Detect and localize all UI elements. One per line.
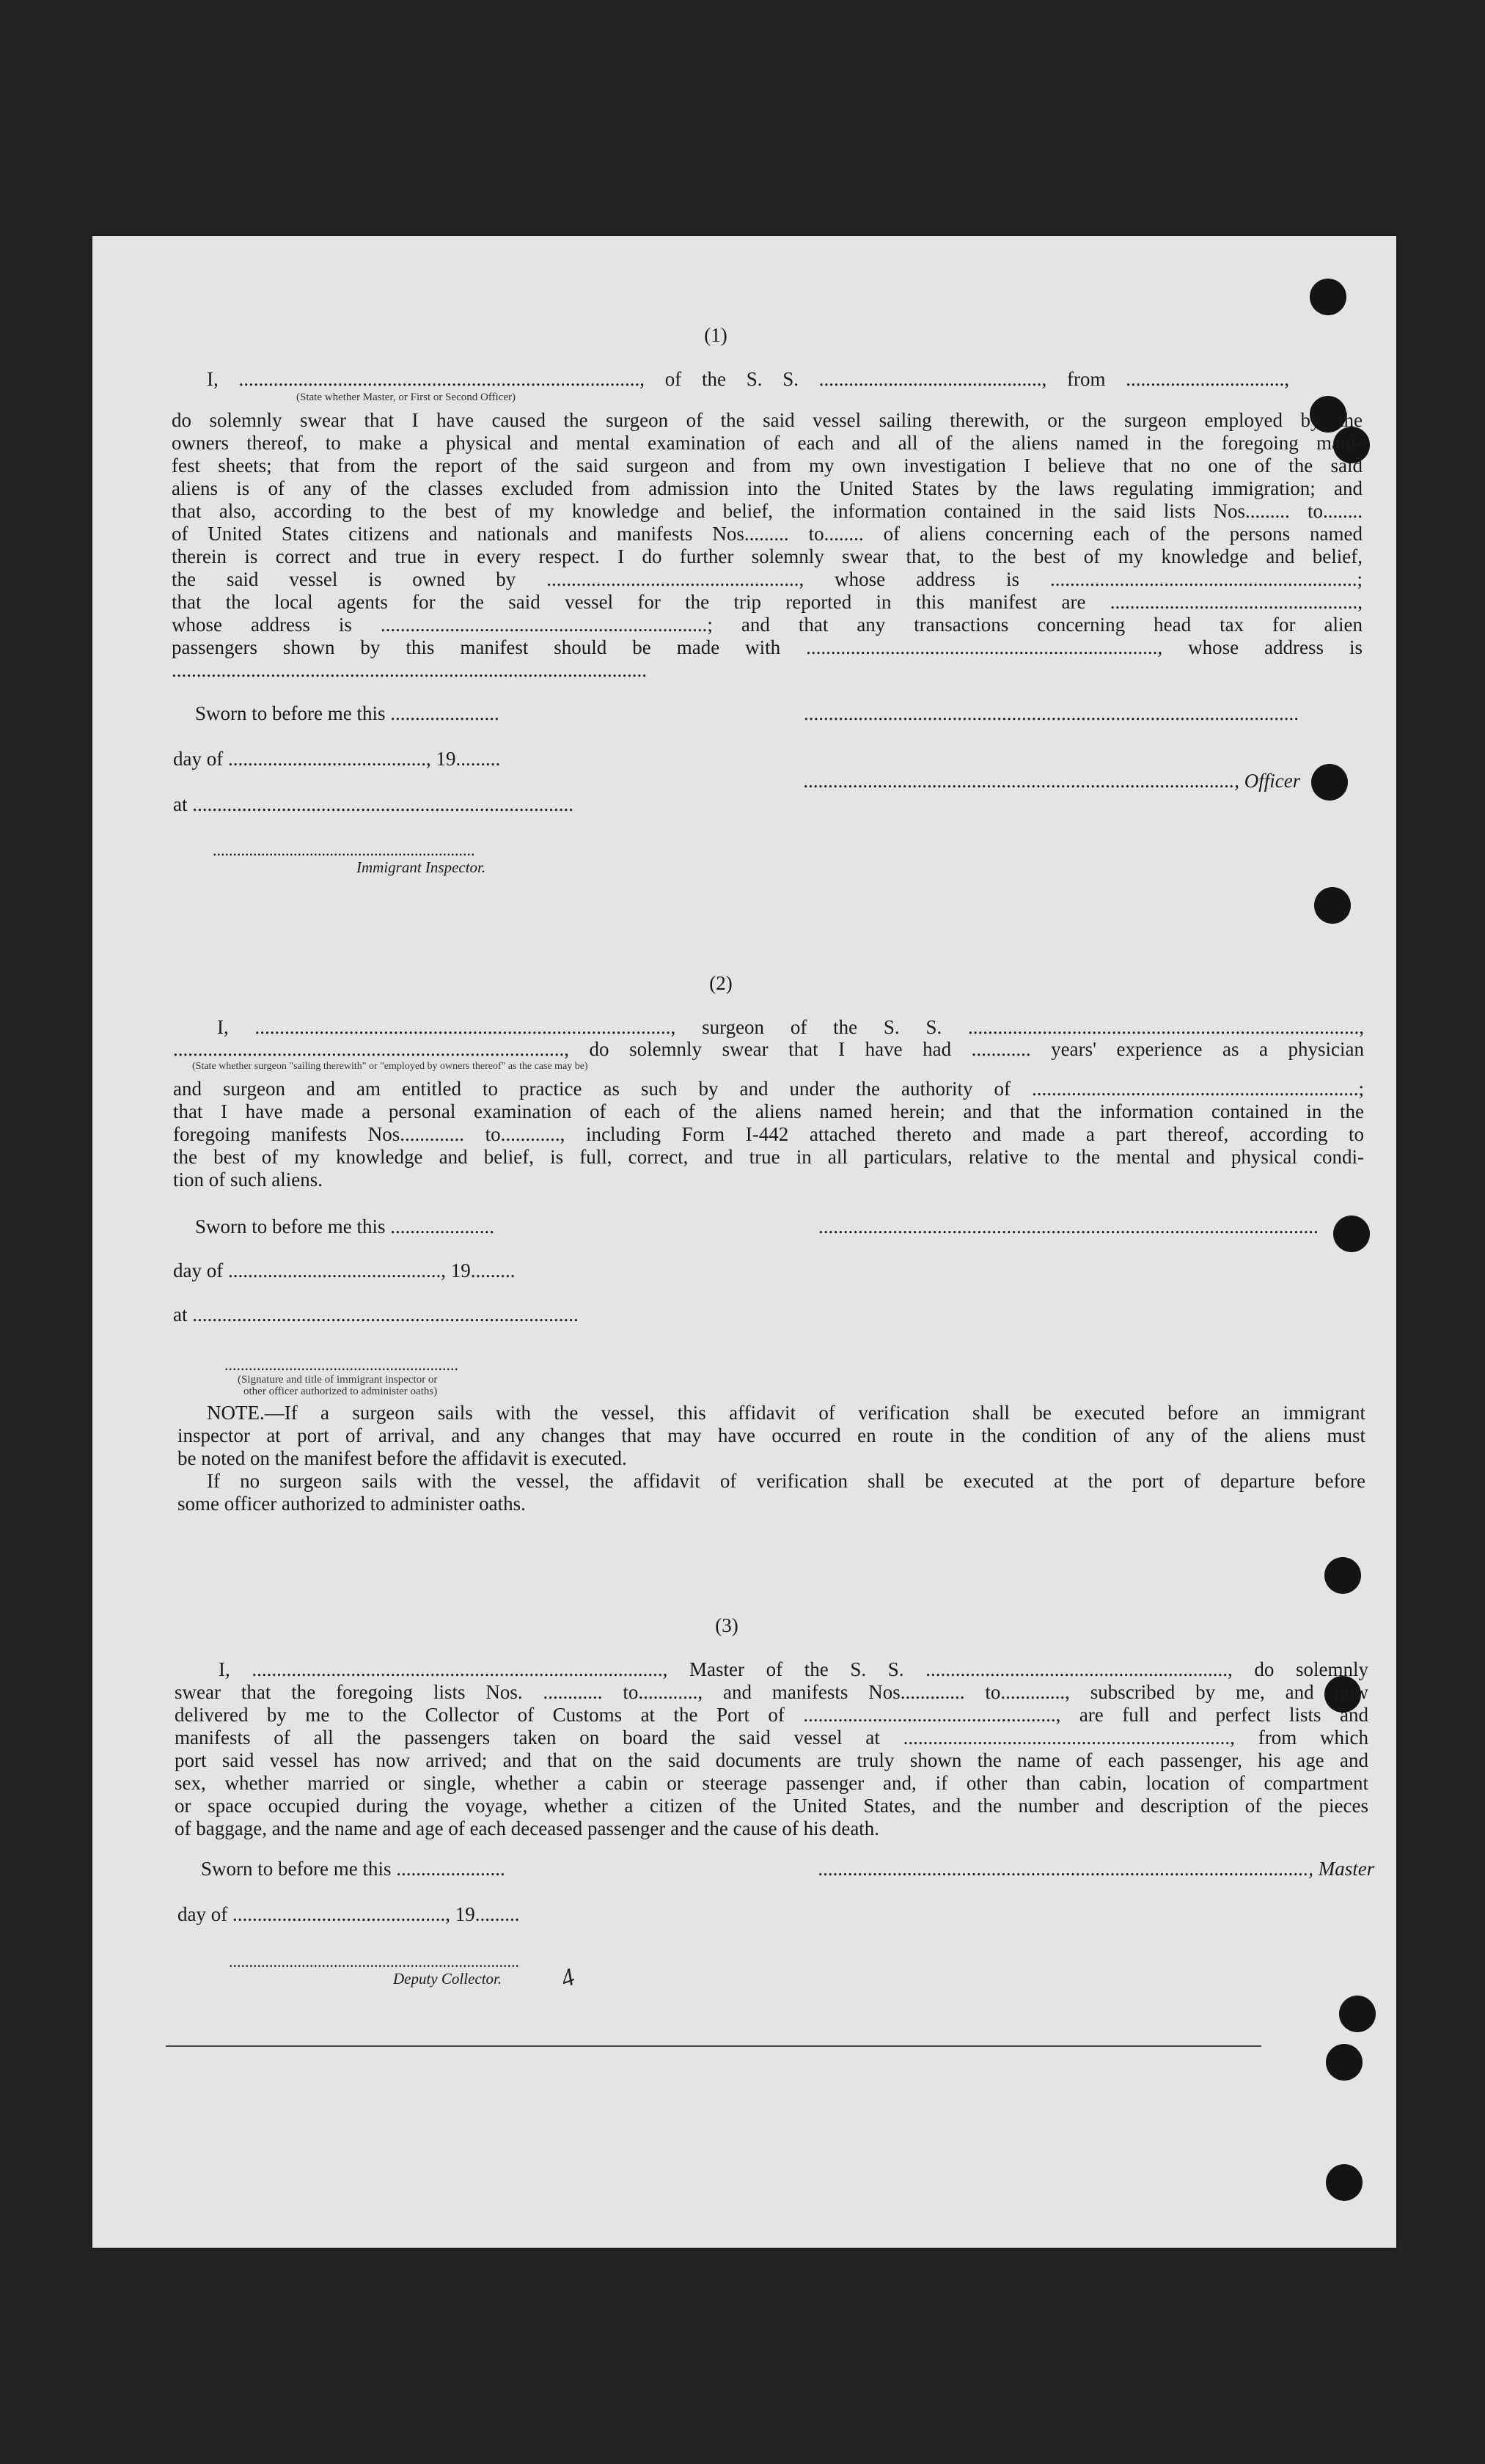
body-line: swear that the foregoing lists Nos. ............ to............, and manifests Nos............. to............., subscribed by me, and now	[175, 1681, 1368, 1703]
body-line: foregoing manifests Nos............. to............, including Form I-442 attached thereto and made a part thereof, according to	[173, 1123, 1364, 1145]
punch-hole	[1326, 2044, 1363, 2081]
day-line: day of ..........................................., 19.........	[173, 1259, 516, 1281]
punch-hole	[1311, 764, 1348, 801]
officer-line: ......................................................................................., Officer	[804, 770, 1301, 792]
body-line: delivered by me to the Collector of Customs at the Port of ..................................................., are full and perfect lists and	[175, 1704, 1368, 1726]
note-block	[177, 1402, 1365, 1515]
body-line: the best of my knowledge and belief, is full, correct, and true in all particulars, relative to the mental and physical condi-	[173, 1146, 1364, 1168]
officer-caption-b: other officer authorized to administer oaths)	[243, 1386, 438, 1397]
section-1-number: (1)	[704, 324, 727, 346]
punch-hole	[1314, 887, 1351, 924]
bottom-rule	[166, 2045, 1261, 2047]
deputy-collector-label: Deputy Collector.	[393, 1970, 502, 1987]
day-line: day of ........................................, 19.........	[173, 748, 501, 770]
body-line: I, ..................................................................................., Master of the S. S. ............................................................., do solemnly	[219, 1658, 1368, 1680]
master-line: ..................................................................................................., Master	[818, 1858, 1375, 1880]
note-line: If no surgeon sails with the vessel, the affidavit of verification shall be executed at the port of departure before	[207, 1470, 1365, 1492]
inspector-signature-dots: .................................................................	[213, 841, 475, 859]
body-line: owners thereof, to make a physical and mental examination of each and all of the aliens named in the foregoing mani-	[172, 432, 1363, 454]
body-line: sex, whether married or single, whether a cabin or steerage passenger and, if other than cabin, location of compartment	[175, 1772, 1368, 1794]
body-line: manifests of all the passengers taken on board the said vessel at .................................................................., from which	[175, 1726, 1368, 1748]
signature-line: ....................................................................................................	[804, 702, 1299, 724]
officer-signature-dots: ..........................................................	[224, 1356, 458, 1374]
section-2-caption: (State whether surgeon "sailing therewith" or "employed by owners thereof" as the case may be)	[192, 1061, 588, 1072]
body-line: of United States citizens and nationals and manifests Nos......... to........ of aliens concerning each of the persons named	[172, 523, 1363, 545]
body-line-last: of baggage, and the name and age of each deceased passenger and the cause of his death.	[175, 1817, 880, 1839]
body-line: do solemnly swear that I have caused the surgeon of the said vessel sailing therewith, or the surgeon employed by the	[172, 409, 1363, 431]
note-line: inspector at port of arrival, and any changes that may have occurred en route in the condition of any of the aliens must	[177, 1424, 1365, 1446]
section-2-first-line: I, ...................................................................................., surgeon of the S. S. ...............................................................................,	[217, 1016, 1364, 1038]
body-line: that the local agents for the said vessel for the trip reported in this manifest are ..................................................,	[172, 591, 1363, 613]
sworn-line: Sworn to before me this .....................	[195, 1216, 494, 1237]
body-line: the said vessel is owned by ..................................................., whose address is ..............................................................;	[172, 568, 1363, 590]
body-line: passengers shown by this manifest should be made with ......................................................................., whose address is	[172, 636, 1363, 658]
punch-hole	[1324, 1557, 1361, 1594]
section-2-number: (2)	[709, 972, 733, 994]
punch-hole	[1310, 279, 1346, 315]
collector-signature-dots: ........................................................................	[229, 1952, 519, 1971]
note-line: NOTE.—If a surgeon sails with the vessel, this affidavit of verification shall be executed before an immigrant	[207, 1402, 1365, 1424]
sworn-line: Sworn to before me this ......................	[195, 702, 499, 724]
section-3-number: (3)	[715, 1614, 738, 1636]
officer-caption-a: (Signature and title of immigrant inspector or	[238, 1374, 438, 1386]
section-3-body	[175, 1658, 1368, 1840]
manifest-affidavit-page	[92, 236, 1396, 2248]
body-line: whose address is ..................................................................; and that any transactions concerning head tax for alien	[172, 614, 1363, 636]
body-line: or space occupied during the voyage, whether a citizen of the United States, and the number and description of the pieces	[175, 1795, 1368, 1817]
body-line: therein is correct and true in every respect. I do further solemnly swear that, to the best of my knowledge and belief,	[172, 545, 1363, 567]
punch-hole	[1333, 1216, 1370, 1252]
body-line-last: ................................................................................................	[172, 659, 647, 681]
section-1-body	[172, 409, 1363, 682]
body-line: port said vessel has now arrived; and that on the said documents are truly shown the name of each passenger, his age and	[175, 1749, 1368, 1771]
body-line: aliens is of any of the classes excluded from admission into the United States by the laws regulating immigration; and	[172, 477, 1363, 499]
body-line: that also, according to the best of my knowledge and belief, the information contained in the said lists Nos......... to........	[172, 500, 1363, 522]
note-line: some officer authorized to administer oaths.	[177, 1493, 526, 1515]
section-1-caption: (State whether Master, or First or Second Officer)	[296, 391, 516, 403]
handwritten-mark: 4	[557, 1963, 579, 1993]
signature-line: .....................................................................................................	[818, 1216, 1319, 1237]
immigrant-inspector-label: Immigrant Inspector.	[356, 858, 486, 876]
at-line: at .............................................................................	[173, 793, 573, 815]
section-2-body	[173, 1078, 1364, 1191]
section-2-second-line: ..............................................................................., do solemnly swear that I have had ............ years' experience as a physician	[173, 1038, 1364, 1060]
note-line: be noted on the manifest before the affidavit is executed.	[177, 1447, 627, 1469]
punch-hole	[1339, 1996, 1376, 2032]
body-line: and surgeon and am entitled to practice as such by and under the authority of ..................................................................;	[173, 1078, 1364, 1100]
body-line-last: tion of such aliens.	[173, 1169, 323, 1191]
body-line: that I have made a personal examination of each of the aliens named herein; and that the information contained in the	[173, 1100, 1364, 1122]
section-1-first-line: I, ................................................................................., of the S. S. ............................................., from ................................,	[207, 368, 1289, 390]
sworn-line: Sworn to before me this ......................	[201, 1858, 505, 1880]
day-line: day of ..........................................., 19.........	[177, 1903, 520, 1925]
punch-hole	[1326, 2164, 1363, 2201]
at-line: at ..............................................................................	[173, 1303, 579, 1325]
body-line: fest sheets; that from the report of the said surgeon and from my own investigation I believe that no one of the said	[172, 455, 1363, 477]
